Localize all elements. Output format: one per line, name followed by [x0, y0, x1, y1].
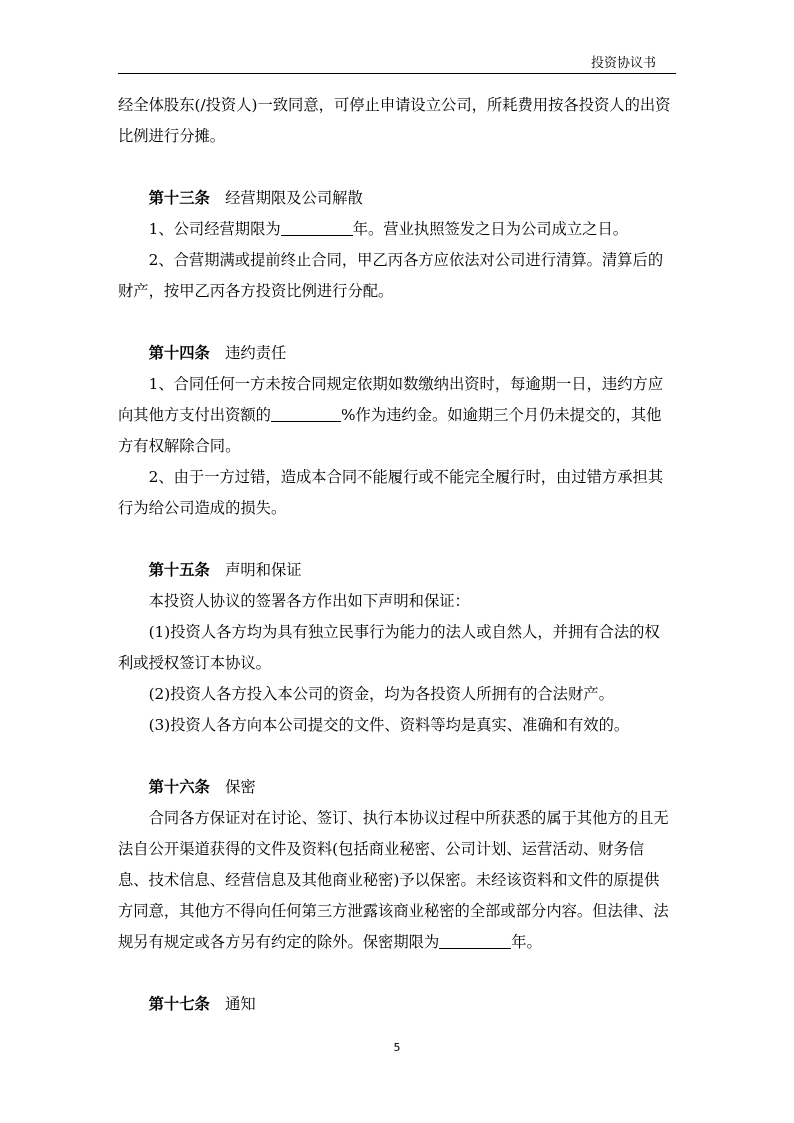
- article-16-heading: [118, 772, 674, 803]
- clause-text: 1、合同任何一方未按合同规定依期如数缴纳出资时，每逾期一日，违约方应向其他方支付出资额的: [118, 375, 664, 424]
- article-17-title: 通知: [225, 995, 256, 1013]
- blank-term-years: [281, 220, 353, 236]
- page-number: 5: [393, 1041, 401, 1054]
- running-header-title: 投资协议书: [590, 56, 656, 71]
- article-15-item-3: (3)投资人各方向本公司提交的文件、资料等均是真实、准确和有效的。: [148, 716, 630, 734]
- clause-text: 1、公司经营期限为: [148, 220, 281, 238]
- article-15-lead: 本投资人协议的签署各方作出如下声明和保证：: [148, 592, 470, 610]
- article-13-heading: [118, 183, 674, 214]
- article-14-title: 违约责任: [225, 344, 287, 362]
- article-13-number: 第十三条: [148, 189, 210, 207]
- article-17-heading: [118, 989, 674, 1020]
- blank-confidentiality-years: [439, 933, 511, 949]
- document-body: [118, 90, 674, 1020]
- article-14-clause-2: 2、由于一方过错，造成本合同不能履行或不能完全履行时，由过错方承担其行为给公司造成的损失。: [118, 468, 664, 517]
- article-13-clause-2: 2、合营期满或提前终止合同，甲乙丙各方应依法对公司进行清算。清算后的财产，按甲乙丙各方投资比例进行分配。: [118, 251, 664, 300]
- blank-penalty-percent: [271, 406, 341, 422]
- intro-paragraph: 经全体股东(/投资人)一致同意，可停止申请设立公司，所耗费用按各投资人的出资比例进行分摊。: [118, 96, 671, 145]
- article-16-body: [118, 803, 674, 958]
- article-15-title: 声明和保证: [225, 561, 302, 579]
- clause-text: 年。营业执照签发之日为公司成立之日。: [352, 220, 629, 238]
- article-13-clause-1: [118, 214, 674, 245]
- article-16-title: 保密: [225, 778, 256, 796]
- header-rule: [118, 73, 676, 74]
- article-15-heading: [118, 555, 674, 586]
- article-14-clause-1: [118, 369, 674, 462]
- article-13-title: 经营期限及公司解散: [225, 189, 363, 207]
- clause-text: 合同各方保证对在讨论、签订、执行本协议过程中所获悉的属于其他方的且无法自公开渠道获得的文件及资料(包括商业秘密、公司计划、运营活动、财务信息、技术信息、经营信息及其他商业秘密)予以保密。未经该资料和文件的原提供方同意，其他方不得向任何第三方泄露该商业秘密的全部或部分内容。但法律、法规另有规定或各方另有约定的除外。保密期限为: [118, 809, 669, 951]
- article-15-item-2: (2)投资人各方投入本公司的资金，均为各投资人所拥有的合法财产。: [148, 685, 614, 703]
- article-15-number: 第十五条: [148, 561, 210, 579]
- clause-text: %作为违约金。如逾期三个月仍未提交的，其他方有权解除合同。: [118, 406, 662, 455]
- article-15-item-1: (1)投资人各方均为具有独立民事行为能力的法人或自然人，并拥有合法的权利或授权签订本协议。: [118, 623, 660, 672]
- clause-text: 年。: [511, 933, 542, 951]
- article-14-number: 第十四条: [148, 344, 210, 362]
- article-14-heading: [118, 338, 674, 369]
- article-17-number: 第十七条: [148, 995, 210, 1013]
- article-16-number: 第十六条: [148, 778, 210, 796]
